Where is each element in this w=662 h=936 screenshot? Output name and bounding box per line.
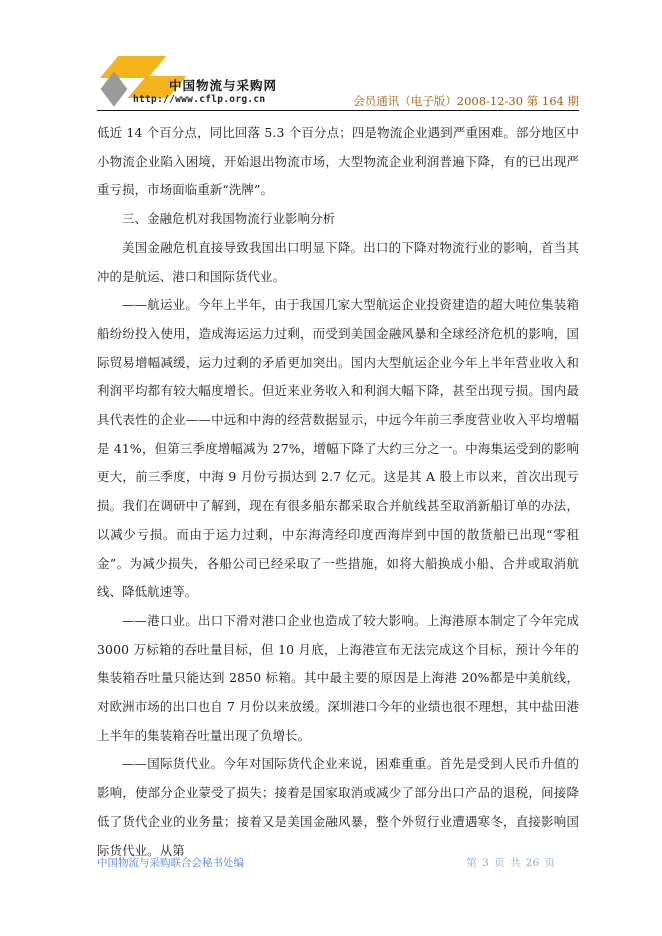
page-header <box>97 48 579 110</box>
issue-label: 会员通讯（电子版）2008-12-30 第 164 期 <box>353 94 579 108</box>
paragraph-continuation: 低近 14 个百分点，同比回落 5.3 个百分点；四是物流企业遇到严重困难。部分地区中小物流企业陷入困境，开始退出物流市场，大型物流企业利润普遍下降，有的已出现严重亏损，市场面临重新“洗牌”。 <box>97 125 579 198</box>
page-footer <box>97 855 579 871</box>
footer-page-number: 第 3 页 共 26 页 <box>466 857 555 869</box>
footer-publisher: 中国物流与采购联合会秘书处编 <box>97 857 244 869</box>
paragraph-intro: 美国金融危机直接导致我国出口明显下降。出口的下降对物流行业的影响，首当其冲的是航运、港口和国际货代业。 <box>97 239 579 284</box>
header-divider <box>97 110 579 111</box>
paragraph-freight-forwarding: ——国际货代业。今年对国际货代企业来说，困难重重。首先是受到人民币升值的影响，使部分企业蒙受了损失；接着是国家取消或减少了部分出口产品的退税，间接降低了货代企业的业务量；接着又是美国金融风暴，整个外贸行业遭遇寒冬，直接影响国际货代业。从第 <box>97 756 579 858</box>
logo-site-url: http://www.cflp.org.cn <box>133 94 266 105</box>
logo-site-name: 中国物流与采购网 <box>169 78 278 93</box>
cflp-logo <box>97 48 297 108</box>
section-heading: 三、金融危机对我国物流行业影响分析 <box>122 211 336 227</box>
paragraph-ports: ——港口业。出口下滑对港口企业也造成了较大影响。上海港原本制定了今年完成 3000 万标箱的吞吐量目标，但 10 月底，上海港宣布无法完成这个目标，预计今年的集装箱吞吐量只能达到 2850 标箱。其中最主要的原因是上海港 20%都是中美航线，对欧洲市场的出口也自 7 月份以来放缓。深圳港口今年的业绩也很不理想，其中盐田港上半年的集装箱吞吐量出现了负增长。 <box>97 612 579 743</box>
paragraph-shipping: ——航运业。今年上半年，由于我国几家大型航运企业投资建造的超大吨位集装箱船纷纷投入使用，造成海运运力过剩，而受到美国金融风暴和全球经济危机的影响，国际贸易增幅减缓，运力过剩的矛盾更加突出。国内大型航运企业今年上半年营业收入和利润平均都有较大幅度增长。但近来业务收入和利润大幅下降，甚至出现亏损。国内最具代表性的企业——中远和中海的经营数据显示，中远今年前三季度营业收入平均增幅是 41%，但第三季度增幅减为 27%，增幅下降了大约三分之一。中海集运受到的影响更大，前三季度，中海 9 月份亏损达到 2.7 亿元。这是其 A 股上市以来，首次出现亏损。我们在调研中了解到，现在有很多船东都采取合并航线甚至取消新船订单的办法，以减少亏损。而由于运力过剩，中东海湾经印度西海岸到中国的散货船已出现“零租金”。为减少损失，各船公司已经采取了一些措施，如将大船换成小船、合并或取消航线、降低航速等。 <box>97 297 579 600</box>
document-body <box>97 119 579 865</box>
